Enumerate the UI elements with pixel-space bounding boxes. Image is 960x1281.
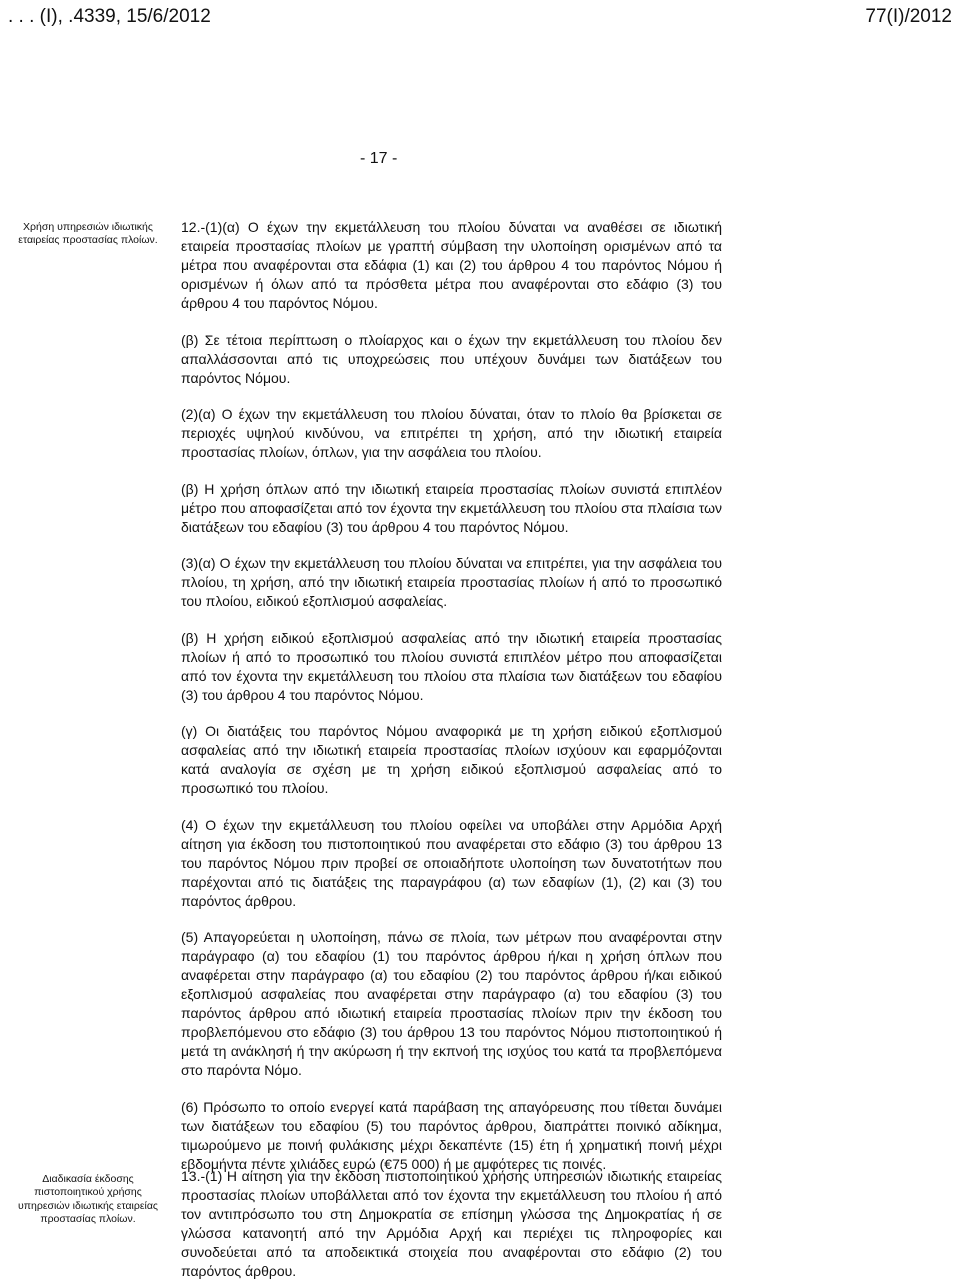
law-number: 77(Ι)/2012 xyxy=(865,6,952,27)
article-12-body xyxy=(181,218,722,1191)
paragraph: (3)(α) Ο έχων την εκμετάλλευση του πλοίου δύναται να επιτρέπει, για την ασφάλεια του πλοίου, τη χρήση, από την ιδιωτική εταιρεία προστασίας πλοίων ή από το προσωπικό του πλοίου, ειδικού εξοπλισμού ασφαλείας. xyxy=(181,555,722,609)
paragraph: (β) Σε τέτοια περίπτωση ο πλοίαρχος και ο έχων την εκμετάλλευση του πλοίου δεν απαλλάσσονται από τις υποχρεώσεις που υπέχουν δυνάμει των διατάξεων του παρόντος Νόμου. xyxy=(181,331,722,386)
paragraph: (γ) Οι διατάξεις του παρόντος Νόμου αναφορικά με τη χρήση ειδικού εξοπλισμού ασφαλείας από την ιδιωτική εταιρεία προστασίας πλοίων ισχύουν και εφαρμόζονται κατά αναλογία σε σχέση με τη χρήση ειδικού εξοπλισμού ασφαλείας από το προσωπικό του πλοίου. xyxy=(181,723,722,796)
paragraph: (6) Πρόσωπο το οποίο ενεργεί κατά παράβαση της απαγόρευσης που τίθεται δυνάμει των διατάξεων του εδαφίου (5) του παρόντος άρθρου, διαπράττει ποινικό αδίκημα, τιμωρούμενο με ποινή φυλάκισης μέχρι δεκαπέντε (15) έτη ή χρηματική ποινή μέχρι εβδομήντα πέντε χιλιάδες ευρώ (€75 000) ή με αμφότερες τις ποινές. xyxy=(181,1098,722,1172)
paragraph: (2)(α) Ο έχων την εκμετάλλευση του πλοίου δύναται, όταν το πλοίο θα βρίσκεται σε περιοχές υψηλού κινδύνου, να επιτρέπει τη χρήση, από την ιδιωτική εταιρεία προστασίας πλοίων, όπλων, για την ασφάλεια του πλοίου. xyxy=(181,406,722,460)
paragraph: (β) Η χρήση όπλων από την ιδιωτική εταιρεία προστασίας πλοίων συνιστά επιπλέον μέτρο που αποφασίζεται από τον έχοντα την εκμετάλλευση του πλοίου στα πλαίσια των διατάξεων του εδαφίου (3) του άρθρου 4 του παρόντος Νόμου. xyxy=(181,480,722,535)
paragraph: 12.-(1)(α) Ο έχων την εκμετάλλευση του πλοίου δύναται να αναθέσει σε ιδιωτική εταιρεία προστασίας πλοίων με γραπτή σύμβαση την υλοποίηση ορισμένων από τα μέτρα που αναφέρονται στα εδάφια (1) και (2) του άρθρου 4 του παρόντος Νόμου ή ορισμένων ή όλων από τα πρόσθετα μέτρα που αναφέρονται στο εδάφιο (3) του άρθρου 4 του παρόντος Νόμου. xyxy=(181,219,722,311)
paragraph: (4) Ο έχων την εκμετάλλευση του πλοίου οφείλει να υποβάλει στην Αρμόδια Αρχή αίτηση για έκδοση του πιστοποιητικού που αναφέρεται στο εδάφιο (3) του άρθρου 13 του παρόντος Νόμου πριν προβεί σε οποιαδήποτε υλοποίηση των δυνατοτήτων που παρέχονται από τις διατάξεις της παραγράφου (α) των εδαφίων (1), (2) και (3) του παρόντος άρθρου. xyxy=(181,816,722,909)
document-reference: . . . (Ι), .4339, 15/6/2012 xyxy=(8,6,211,27)
page-number: - 17 - xyxy=(360,150,398,167)
paragraph: 13.-(1) Η αίτηση για την έκδοση πιστοποιητικού χρήσης υπηρεσιών ιδιωτικής εταιρείας προστασίας πλοίων υποβάλλεται από τον έχοντα την εκμετάλλευση του πλοίου ή από τον αντιπρόσωπο του στη Δημοκρατία σε επίσημη γλώσσα της Δημοκρατίας ή σε γλώσσα κατανοητή από την Αρμόδια Αρχή και περιέχει τις πληροφορίες και συνοδεύεται από τα αποδεικτικά στοιχεία που αναφέρονται στο εδάφιο (2) του παρόντος άρθρου. xyxy=(181,1168,722,1279)
article-13-body xyxy=(181,1167,722,1281)
paragraph: (5) Απαγορεύεται η υλοποίηση, πάνω σε πλοία, των μέτρων που αναφέρονται στην παράγραφο (α) του εδαφίου (1) του παρόντος άρθρου ή/και η χρήση όπλων που αναφέρεται στην παράγραφο (α) του εδαφίου (2) του παρόντος άρθρου ή/και ειδικού εξοπλισμού ασφαλείας που αναφέρεται στην παράγραφο (α) του εδαφίου (3) του παρόντος άρθρου από ιδιωτική εταιρεία προστασίας πλοίων πριν την έκδοση του προβλεπόμενου στο εδάφιο (3) του άρθρου 13 του παρόντος Νόμου πιστοποιητικού ή μετά τη ανάκλησή ή την ακύρωση ή την εκπνοή της ισχύος του κατά τα προβλεπόμενα στο παρόντα Νόμο. xyxy=(181,929,722,1078)
paragraph: (β) Η χρήση ειδικού εξοπλισμού ασφαλείας από την ιδιωτική εταιρεία προστασίας πλοίων ή από το προσωπικό του πλοίου συνιστά επιπλέον μέτρο που αποφασίζεται από τον έχοντα την εκμετάλλευση του πλοίου στα πλαίσια των διατάξεων του εδαφίου (3) του άρθρου 4 του παρόντος Νόμου. xyxy=(181,629,722,703)
margin-note-article-12: Χρήση υπηρεσιών ιδιωτικής εταιρείας προστασίας πλοίων. xyxy=(18,221,158,247)
margin-note-article-13: Διαδικασία έκδοσης πιστοποιητικού χρήσης υπηρεσιών ιδιωτικής εταιρείας προστασίας πλοίων. xyxy=(18,1173,158,1225)
